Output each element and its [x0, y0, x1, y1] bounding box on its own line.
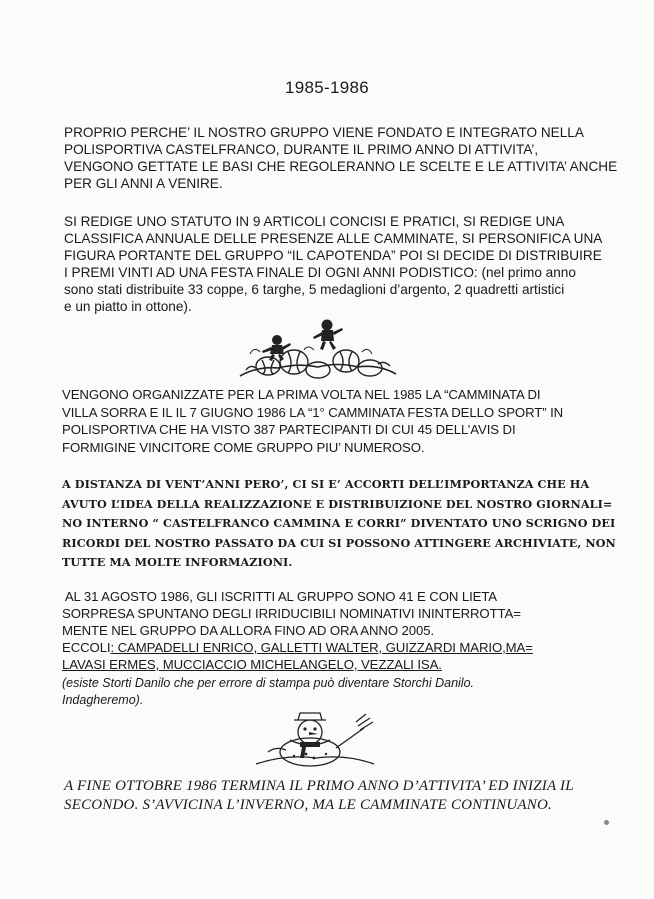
- text-line: RICORDI DEL NOSTRO PASSATO DA CUI SI POSSONO ATTINGERE ARCHIVIATE, NON: [62, 535, 616, 550]
- text-line: (esiste Storti Danilo che per errore di stampa può diventare Storchi Danilo.: [62, 676, 475, 690]
- text-line: FORMIGINE VINCITORE COME GRUPPO PIU’ NUMEROSO.: [62, 439, 425, 455]
- text-line: I PREMI VINTI AD UNA FESTA FINALE DI OGNI ANNI PODISTICO: (nel primo anno: [64, 265, 576, 280]
- text-line: FIGURA PORTANTE DEL GRUPPO “IL CAPOTENDA” POI SI DECIDE DI DISTRIBUIRE: [64, 248, 602, 263]
- paragraph-closing: [64, 777, 574, 814]
- text-line: AL 31 AGOSTO 1986, GLI ISCRITTI AL GRUPPO SONO 41 E CON LIETA: [62, 589, 498, 604]
- eccoli-label: ECCOLI: [62, 640, 111, 655]
- paragraph-note: [62, 675, 474, 709]
- text-line: POLISPORTIVA CHE HA VISTO 387 PARTECIPANTI DI CUI 45 DELL’AVIS DI: [62, 422, 516, 437]
- text-line: sono stati distribuite 33 coppe, 6 targhe, 5 medaglioni d’argento, 2 quadretti artistici: [64, 282, 565, 297]
- text-line: PROPRIO PERCHE’ IL NOSTRO GRUPPO VIENE FONDATO E INTEGRATO NELLA: [64, 125, 584, 140]
- text-line: SI REDIGE UNO STATUTO IN 9 ARTICOLI CONCISI E PRATICI, SI REDIGE UNA: [64, 214, 565, 229]
- text-line: AVUTO L’IDEA DELLA REALIZZAZIONE E DISTRIBUIZIONE DEL NOSTRO GIORNALI=: [62, 496, 613, 511]
- pumpkins-clipart: [238, 316, 398, 382]
- text-line: SECONDO. S’AVVICINA L’INVERNO, MA LE CAMMINATE CONTINUANO.: [64, 796, 552, 813]
- text-line: VENGONO GETTATE LE BASI CHE REGOLERANNO LE SCELTE E LE ATTIVITA’ ANCHE: [64, 159, 618, 174]
- text-line: e un piatto in ottone).: [64, 299, 192, 314]
- paragraph-newsletter: [62, 475, 616, 573]
- text-line: PER GLI ANNI A VENIRE.: [64, 176, 223, 191]
- paragraph-founding: [64, 124, 617, 192]
- paragraph-members: [62, 588, 533, 673]
- text-line: SORPRESA SPUNTANO DEGLI IRRIDUCIBILI NOMINATIVI ININTERROTTA=: [62, 606, 521, 621]
- text-line: MENTE NEL GRUPPO DA ALLORA FINO AD ORA ANNO 2005.: [62, 623, 435, 638]
- page-title: 1985-1986: [285, 78, 369, 97]
- ink-speck: [604, 820, 609, 825]
- text-line: [62, 639, 533, 656]
- text-line: A FINE OTTOBRE 1986 TERMINA IL PRIMO ANNO D’ATTIVITA’ ED INIZIA IL: [64, 778, 574, 794]
- text-line: NO INTERNO “ CASTELFRANCO CAMMINA E CORRI” DIVENTATO UNO SCRIGNO DEI: [62, 516, 616, 530]
- member-names: : CAMPADELLI ENRICO, GALLETTI WALTER, GUIZZARDI MARIO,MA=: [110, 640, 533, 655]
- member-names: LAVASI ERMES, MUCCIACCIO MICHELANGELO, VEZZALI ISA.: [62, 657, 442, 672]
- paragraph-events: [62, 386, 563, 456]
- text-line: A DISTANZA DI VENT’ANNI PERO’, CI SI E’ ACCORTI DELL’IMPORTANZA CHE HA: [62, 477, 590, 491]
- paragraph-statute: [64, 213, 602, 315]
- text-line: VENGONO ORGANIZZATE PER LA PRIMA VOLTA NEL 1985 LA “CAMMINATA DI: [62, 387, 541, 402]
- text-line: VILLA SORRA E IL IL 7 GIUGNO 1986 LA “1° CAMMINATA FESTA DELLO SPORT” IN: [62, 404, 564, 420]
- text-line: POLISPORTIVA CASTELFRANCO, DURANTE IL PRIMO ANNO DI ATTIVITA’,: [64, 142, 539, 157]
- text-line: TUTTE MA MOLTE INFORMAZIONI.: [62, 555, 293, 569]
- text-line: CLASSIFICA ANNUALE DELLE PRESENZE ALLE CAMMINATE, SI PERSONIFICA UNA: [64, 231, 603, 246]
- snowman-clipart: [246, 712, 376, 772]
- text-line: Indagheremo).: [62, 693, 144, 707]
